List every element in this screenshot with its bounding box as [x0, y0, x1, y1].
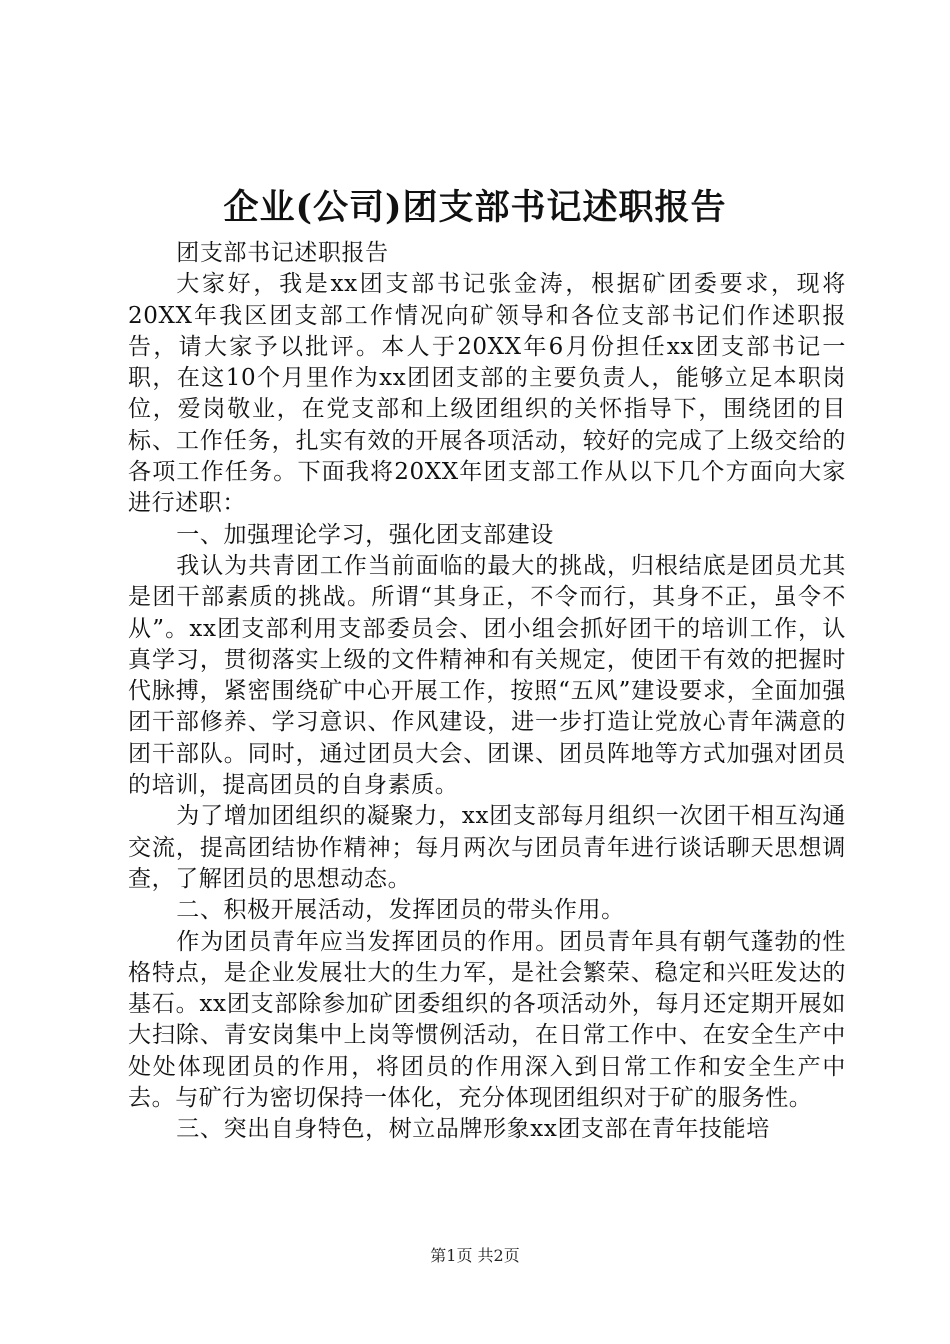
section-heading-1: 一、加强理论学习，强化团支部建设: [176, 521, 554, 548]
document-title: 企业(公司)团支部书记述职报告: [223, 187, 727, 228]
section-heading-2: 二、积极开展活动，发挥团员的带头作用。: [176, 897, 625, 924]
page-number-footer: 第1页 共2页: [430, 1246, 520, 1265]
body-paragraph: 我认为共青团工作当前面临的最大的挑战，归根结底是团员尤其是团干部素质的挑战。所谓“其身正，不令而行，其身不正，虽令不从”。xx团支部利用支部委员会、团小组会抓好团干的培训工作，认真学习，贯彻落实上级的文件精神和有关规定，使团干有效的把握时代脉搏，紧密围绕矿中心开展工作，按照“五风”建设要求，全面加强团干部修养、学习意识、作风建设，进一步打造让党放心青年满意的团干部队。同时，通过团员大会、团课、团员阵地等方式加强对团员的培训，提高团员的自身素质。: [128, 552, 846, 799]
body-paragraph: 作为团员青年应当发挥团员的作用。团员青年具有朝气蓬勃的性格特点，是企业发展壮大的生力军，是社会繁荣、稳定和兴旺发达的基石。xx团支部除参加矿团委组织的各项活动外，每月还定期开展如大扫除、青安岗集中上岗等惯例活动，在日常工作中、在安全生产中处处体现团员的作用，将团员的作用深入到日常工作和安全生产中去。与矿行为密切保持一体化，充分体现团组织对于矿的服务性。: [128, 928, 846, 1112]
body-paragraph: 为了增加团组织的凝聚力，xx团支部每月组织一次团干相互沟通交流，提高团结协作精神；每月两次与团员青年进行谈话聊天思想调查，了解团员的思想动态。: [128, 803, 846, 892]
intro-paragraph: 大家好，我是xx团支部书记张金涛，根据矿团委要求，现将20XX年我区团支部工作情况向矿领导和各位支部书记们作述职报告，请大家予以批评。本人于20XX年6月份担任xx团支部书记一职，在这10个月里作为xx团团支部的主要负责人，能够立足本职岗位，爱岗敬业，在党支部和上级团组织的关怀指导下，围绕团的目标、工作任务，扎实有效的开展各项活动，较好的完成了上级交给的各项工作任务。下面我将20XX年团支部工作从以下几个方面向大家进行述职：: [128, 271, 846, 517]
section-heading-3: 三、突出自身特色，树立品牌形象xx团支部在青年技能培: [176, 1116, 770, 1143]
document-body: [128, 238, 846, 1146]
subtitle-paragraph: 团支部书记述职报告: [176, 240, 389, 266]
